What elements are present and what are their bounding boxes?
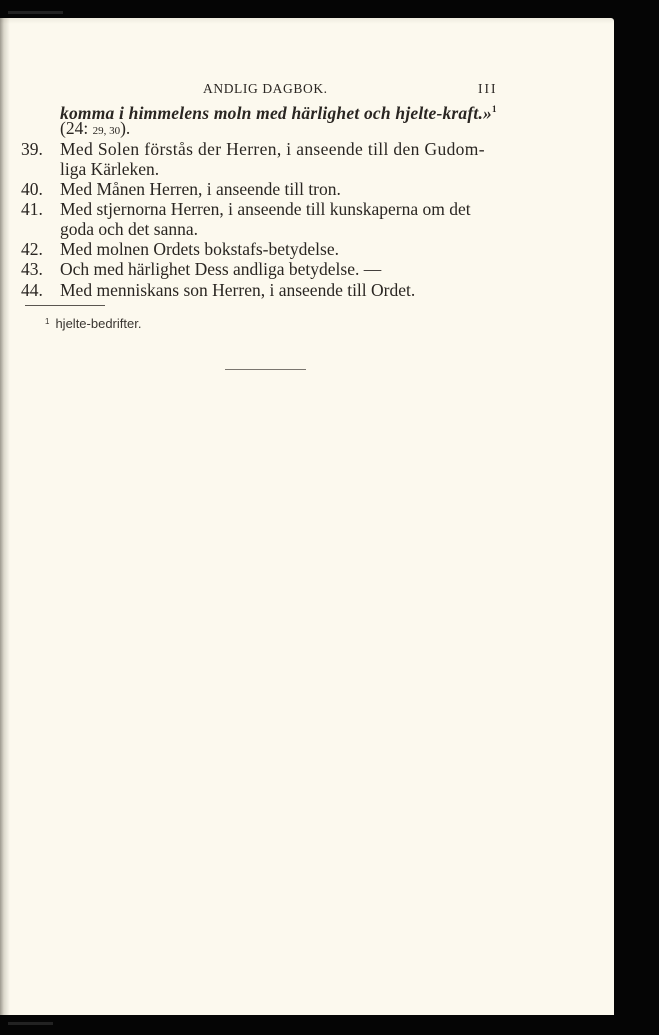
item-number: 41.: [21, 199, 43, 219]
item-text-line: Med stjernorna Herren, i anseende till kunskaperna om det: [60, 199, 471, 219]
footnote-text: hjelte-bedrifter.: [55, 316, 142, 331]
item-text-line: liga Kärleken.: [60, 159, 160, 179]
item-number: 40.: [21, 179, 43, 199]
quotation-text: komma i himmelens moln med härlighet och hjelte-kraft.»: [60, 103, 492, 123]
item-number: 42.: [21, 239, 43, 259]
page-number: III: [478, 81, 498, 96]
item-number: 39.: [21, 139, 43, 159]
footnote-reference: 1: [492, 104, 497, 114]
running-head: [0, 81, 614, 101]
item-text-line: goda och det sanna.: [60, 219, 199, 239]
footnote: [45, 314, 141, 332]
citation-prefix: (24:: [60, 118, 93, 138]
item-number: 43.: [21, 259, 43, 279]
footnote-marker: 1: [45, 317, 50, 326]
item-text-line: Med menniskans son Herren, i anseende till Ordet.: [60, 280, 416, 300]
item-number: 44.: [21, 280, 43, 300]
footnote-separator: [25, 305, 105, 306]
book-page: [0, 18, 614, 1015]
item-text-line: Med Solen förstås der Herren, i anseende till den Gudom-: [60, 139, 485, 159]
running-head-title: ANDLIG DAGBOK.: [203, 81, 328, 96]
scan-edge-artifact-top: [8, 11, 63, 14]
citation-verses: 29, 30: [92, 125, 121, 137]
citation-suffix: ).: [120, 118, 131, 138]
item-text-line: Med molnen Ordets bokstafs-betydelse.: [60, 239, 339, 259]
citation-line: [60, 118, 130, 141]
section-end-rule: [225, 369, 306, 370]
scan-edge-artifact-bottom: [8, 1022, 53, 1025]
item-text-line: Med Månen Herren, i anseende till tron.: [60, 179, 341, 199]
item-text-line: Och med härlighet Dess andliga betydelse. —: [60, 259, 382, 279]
